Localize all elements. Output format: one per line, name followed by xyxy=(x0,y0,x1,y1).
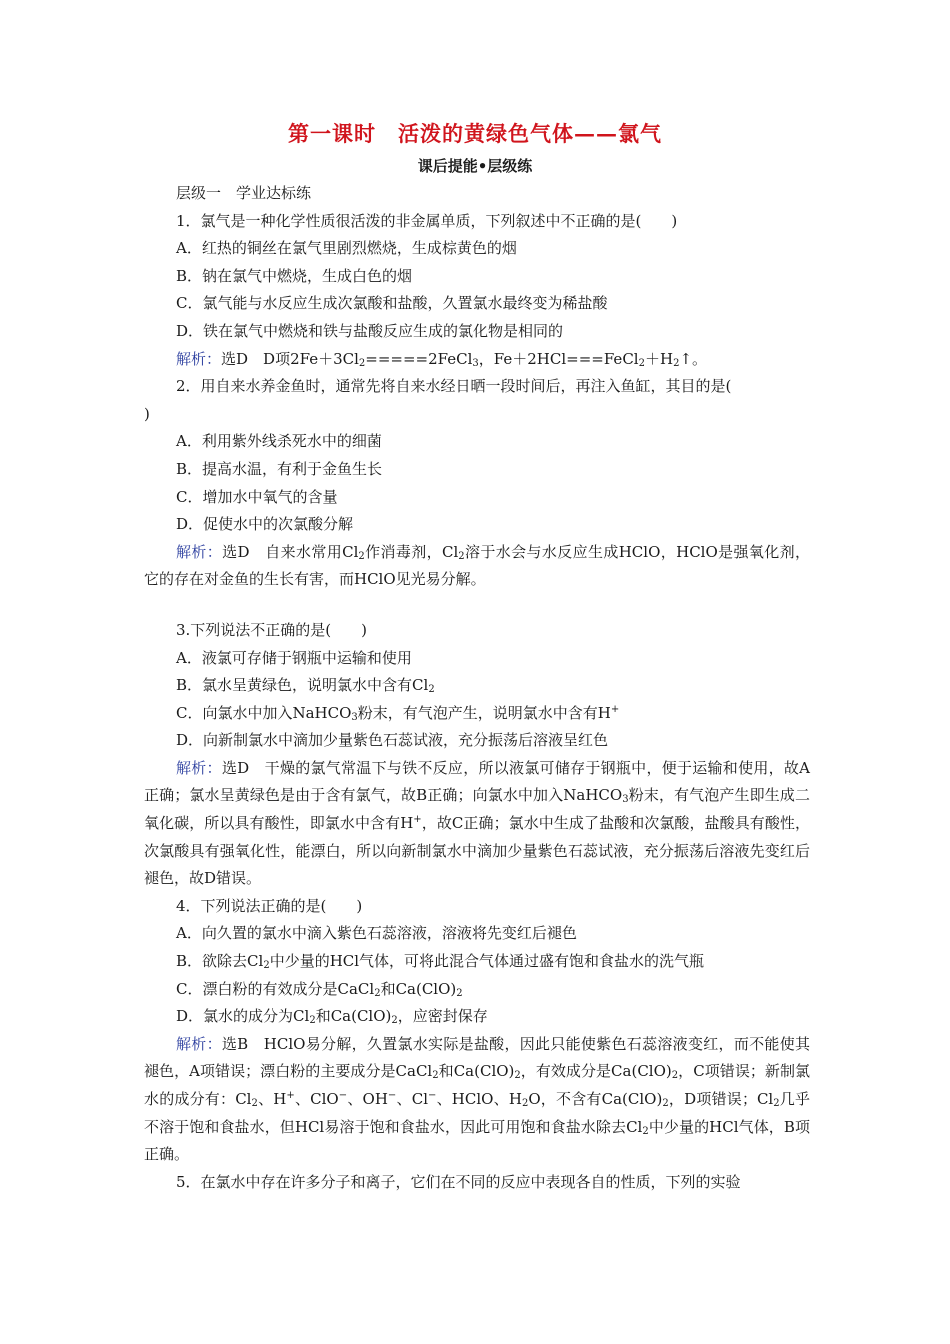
question-5-stem: 5．在氯水中存在许多分子和离子，它们在不同的反应中表现各自的性质，下列的实验 xyxy=(176,1172,741,1191)
subscript: 2 xyxy=(773,1098,780,1109)
question-4-option-d xyxy=(144,1003,810,1031)
option-text: B．欲除去Cl xyxy=(176,952,264,971)
subscript: 2 xyxy=(642,1125,649,1137)
subscript: 2 xyxy=(521,1098,529,1109)
question-4-option-c xyxy=(144,976,810,1004)
answer-text: 溶于水会与水反应生成HClO，HClO是强氧化剂，它的存在对金鱼的生长有害，而HClO见光易分解。 xyxy=(144,542,810,589)
spacer xyxy=(144,594,810,617)
question-4-option-b xyxy=(144,948,810,976)
subscript: 2 xyxy=(638,357,645,369)
option-text: 和Ca(ClO) xyxy=(380,979,457,998)
option-text: C．向氯水中加入NaHCO xyxy=(176,703,352,722)
option-text: ，应密封保存 xyxy=(397,1007,488,1026)
subscript: 2 xyxy=(662,1098,669,1109)
question-1-stem: 1．氯气是一种化学性质很活泼的非金属单质，下列叙述中不正确的是( ) xyxy=(176,211,678,230)
subscript: 2 xyxy=(428,684,435,696)
subscript: 2 xyxy=(671,1070,679,1082)
question-1-answer xyxy=(144,346,810,374)
option-text: 粉末，有气泡产生，说明氯水中含有H xyxy=(357,703,611,722)
answer-label: 解析： xyxy=(176,1034,222,1053)
answer-text: 中少量的HCl气体，B项正确。 xyxy=(144,1117,810,1164)
question-1-option-c: C．氯气能与水反应生成次氯酸和盐酸，久置氯水最终变为稀盐酸 xyxy=(176,294,608,313)
answer-text: 选D 干燥的氯气常温下与铁不反应，所以液氯可储存于钢瓶中，便于运输和使用，故A正确；氯水呈黄绿色是由于含有氯气，故B正确；向氯水中加入NaHCO xyxy=(144,758,810,805)
question-2-stem: 2．用自来水养金鱼时，通常先将自来水经日晒一段时间后，再注入鱼缸，其目的是( xyxy=(176,377,732,396)
subscript: 2 xyxy=(358,357,366,369)
question-2-option-a: A．利用紫外线杀死水中的细菌 xyxy=(176,432,382,451)
subscript: 2 xyxy=(391,1015,398,1027)
subscript: 2 xyxy=(456,987,463,999)
answer-text: 选B HClO易分解，久置氯水实际是盐酸，因此只能使紫色石蕊溶液变红，而不能使其褪色，A项错误；漂白粉的主要成分是CaCl xyxy=(144,1034,810,1081)
subscript: 2 xyxy=(251,1098,258,1109)
option-text: C．漂白粉的有效成分是CaCl xyxy=(176,979,375,998)
subscript: 2 xyxy=(263,960,270,972)
option-text: 中少量的HCl气体，可将此混合气体通过盛有饱和食盐水的洗气瓶 xyxy=(269,952,705,971)
subscript: 3 xyxy=(351,711,358,723)
answer-text: ，Fe＋2HCl===FeCl xyxy=(478,349,639,368)
answer-text: ↑。 xyxy=(679,349,708,368)
answer-text: =====2FeCl xyxy=(365,349,473,368)
answer-label: 解析： xyxy=(176,758,222,777)
superscript: + xyxy=(610,703,620,715)
question-4-answer xyxy=(144,1031,810,1169)
superscript: − xyxy=(428,1090,437,1101)
option-text: D．氯水的成分为Cl xyxy=(176,1007,310,1026)
subscript: 3 xyxy=(622,794,629,806)
subscript: 2 xyxy=(673,357,680,369)
question-3-stem: 3.下列说法不正确的是( ) xyxy=(176,620,368,639)
answer-text: ，故C正确；氯水中生成了盐酸和次氯酸，盐酸具有酸性，次氯酸具有强氧化性，能漂白，所以向新制氯水中滴加少量紫色石蕊试液，充分振荡后溶液先变红后褪色，故D错误。 xyxy=(144,814,810,888)
subscript: 2 xyxy=(514,1070,521,1082)
question-3-option-c xyxy=(144,700,810,728)
superscript: − xyxy=(338,1090,348,1101)
question-3-option-d: D．向新制氯水中滴加少量紫色石蕊试液，充分振荡后溶液呈红色 xyxy=(176,731,609,750)
question-2-option-b: B．提高水温，有利于金鱼生长 xyxy=(176,459,383,478)
answer-text: 、ClO xyxy=(294,1090,339,1108)
answer-text: 、OH xyxy=(347,1090,388,1108)
question-2-option-c: C．增加水中氧气的含量 xyxy=(176,487,338,506)
document-body xyxy=(144,180,810,1196)
answer-text: 作消毒剂，Cl xyxy=(364,542,459,561)
question-2-option-d: D．促使水中的次氯酸分解 xyxy=(176,515,354,534)
question-3-option-b xyxy=(144,672,810,700)
subscript: 2 xyxy=(374,987,381,999)
question-3-option-a: A．液氯可存储于钢瓶中运输和使用 xyxy=(176,648,412,667)
page-title: 第一课时 活泼的黄绿色气体——氯气 xyxy=(288,121,662,146)
answer-text: 、H xyxy=(257,1090,287,1108)
option-text: 和Ca(ClO) xyxy=(315,1007,392,1026)
level-heading: 层级一 学业达标练 xyxy=(176,184,312,202)
answer-text: 选D D项2Fe＋3Cl xyxy=(221,349,359,368)
question-4-stem: 4．下列说法正确的是( ) xyxy=(176,896,363,915)
question-1-option-a: A．红热的铜丝在氯气里剧烈燃烧，生成棕黄色的烟 xyxy=(176,239,517,258)
answer-text: 几乎不溶于饱和食盐水，但HCl易溶于饱和食盐水，因此可用饱和食盐水除去Cl xyxy=(144,1090,810,1136)
subscript: 2 xyxy=(432,1070,439,1082)
answer-text: 粉末，有气泡产生即生成二氧化碳，所以具有酸性，即氯水中含有H xyxy=(144,786,810,833)
answer-label: 解析： xyxy=(176,542,223,561)
question-1-option-d: D．铁在氯气中燃烧和铁与盐酸反应生成的氯化物是相同的 xyxy=(176,321,564,340)
superscript: + xyxy=(286,1090,295,1101)
question-3-answer xyxy=(144,755,810,893)
superscript: + xyxy=(413,814,422,826)
answer-text: ，有效成分是Ca(ClO) xyxy=(520,1062,672,1081)
question-1-option-b: B．钠在氯气中燃烧，生成白色的烟 xyxy=(176,266,413,285)
superscript: − xyxy=(387,1090,397,1101)
answer-text: O，不含有Ca(ClO) xyxy=(528,1090,663,1108)
answer-text: ＋H xyxy=(644,349,674,368)
subscript: 2 xyxy=(358,550,365,562)
answer-label: 解析： xyxy=(176,349,222,368)
answer-text: 、Cl xyxy=(396,1090,428,1108)
question-2-stem-continued: ) xyxy=(144,404,150,423)
page-subtitle: 课后提能•层级练 xyxy=(417,157,533,175)
answer-text: ，D项错误；Cl xyxy=(668,1090,774,1108)
subscript: 3 xyxy=(472,357,479,369)
answer-text: 选D 自来水常用Cl xyxy=(222,542,359,561)
option-text: B．氯水呈黄绿色，说明氯水中含有Cl xyxy=(176,676,429,695)
answer-text: 和Ca(ClO) xyxy=(438,1062,515,1081)
question-4-option-a: A．向久置的氯水中滴入紫色石蕊溶液，溶液将先变红后褪色 xyxy=(176,924,577,943)
answer-text: 、HClO、H xyxy=(436,1090,522,1108)
subscript: 2 xyxy=(309,1015,316,1027)
answer-text: ，C项错误；新制氯水的成分有：Cl xyxy=(144,1062,810,1108)
subscript: 2 xyxy=(458,550,465,562)
question-2-answer xyxy=(144,539,810,594)
